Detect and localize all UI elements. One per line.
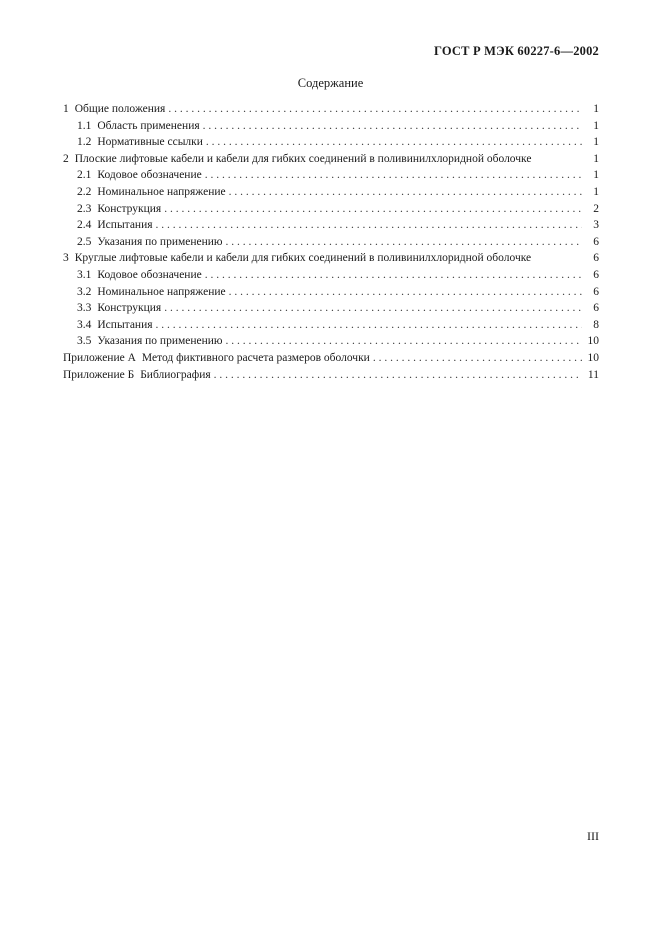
toc-entry-number: Приложение Б	[63, 368, 135, 381]
toc-dot-leader	[164, 201, 582, 218]
toc-entry-page: 6	[593, 235, 599, 248]
toc-dot-leader	[206, 134, 582, 151]
toc-entry-page: 3	[593, 219, 599, 232]
toc-entry-label: Круглые лифтовые кабели и кабели для гибких соединений в поливинилхлоридной оболочке	[74, 252, 532, 265]
toc-entry-label: Плоские лифтовые кабели и кабели для гибких соединений в поливинилхлоридной оболочке	[74, 152, 532, 165]
toc-entry-number: 2	[63, 152, 69, 165]
toc-dot-leader	[205, 267, 582, 284]
toc-entry[interactable]	[63, 184, 599, 201]
toc-entry-label: Указания по применению	[97, 335, 223, 348]
toc-entry[interactable]	[63, 250, 599, 267]
toc-entry[interactable]	[63, 350, 599, 367]
toc-entry[interactable]	[63, 333, 599, 350]
toc-entry[interactable]	[63, 201, 599, 218]
toc-entry-number: 3.5	[77, 335, 92, 348]
document-id-header: ГОСТ Р МЭК 60227-6—2002	[434, 44, 599, 58]
toc-entry-label: Конструкция	[97, 202, 162, 215]
page-number: III	[587, 829, 599, 843]
toc-entry-page: 10	[587, 351, 599, 364]
toc-entry[interactable]	[63, 234, 599, 251]
toc-entry[interactable]	[63, 317, 599, 334]
toc-entry[interactable]	[63, 167, 599, 184]
toc-entry-number: 2.4	[77, 219, 92, 232]
toc-entry-number: 1.2	[77, 136, 92, 149]
toc-entry-page: 6	[593, 252, 599, 265]
toc-entry-page: 6	[593, 268, 599, 281]
toc-entry[interactable]	[63, 267, 599, 284]
toc-entry-label: Номинальное напряжение	[97, 285, 226, 298]
toc-entry[interactable]	[63, 134, 599, 151]
toc-dot-leader	[164, 300, 582, 317]
toc-entry-number: 3.3	[77, 302, 92, 315]
toc-entry-page: 1	[593, 169, 599, 182]
toc-entry-page: 1	[593, 152, 599, 165]
toc-entry-label: Нормативные ссылки	[97, 136, 203, 149]
toc-dot-leader	[203, 118, 582, 135]
toc-entry-label: Номинальное напряжение	[97, 185, 226, 198]
toc-entry-page: 1	[593, 185, 599, 198]
toc-dot-leader	[373, 350, 582, 367]
toc-entry[interactable]	[63, 367, 599, 384]
toc-dot-leader	[226, 333, 582, 350]
toc-entry[interactable]	[63, 101, 599, 118]
toc-entry-number: 1	[63, 103, 69, 115]
toc-entry-label: Конструкция	[97, 302, 162, 315]
toc-entry-number: 1.1	[77, 119, 92, 132]
toc-entry-label: Кодовое обозначение	[97, 268, 202, 281]
toc-entry-number: 3.2	[77, 285, 92, 298]
toc-entry-page: 8	[593, 318, 599, 331]
toc-dot-leader	[156, 317, 582, 334]
toc-entry-number: 3	[63, 252, 69, 265]
toc-entry-number: 2.5	[77, 235, 92, 248]
toc-entry-page: 6	[593, 285, 599, 298]
toc-dot-leader	[229, 184, 582, 201]
toc-entry-page: 11	[587, 368, 599, 381]
toc-entry-page: 2	[593, 202, 599, 215]
toc-entry-page: 1	[593, 119, 599, 132]
toc-dot-leader	[205, 167, 582, 184]
toc-dot-leader	[226, 234, 582, 251]
toc-entry-number: 3.4	[77, 318, 92, 331]
toc-entry-label: Библиография	[140, 368, 211, 381]
toc-entry-number: 2.3	[77, 202, 92, 215]
toc-entry-label: Испытания	[97, 318, 153, 331]
toc-entry-label: Область применения	[97, 119, 200, 132]
toc-entry-label: Общие положения	[74, 103, 166, 115]
toc-entry-label: Метод фиктивного расчета размеров оболочки	[141, 351, 370, 364]
toc-entry[interactable]	[63, 217, 599, 234]
toc-dot-leader	[214, 367, 582, 384]
toc-dot-leader	[156, 217, 582, 234]
toc-entry[interactable]	[63, 118, 599, 135]
toc-entry-label: Кодовое обозначение	[97, 169, 202, 182]
toc-entry[interactable]	[63, 284, 599, 301]
toc-entry[interactable]	[63, 300, 599, 317]
toc-title: Содержание	[297, 76, 364, 90]
table-of-contents	[63, 101, 599, 383]
toc-entry[interactable]	[63, 151, 599, 168]
toc-entry-number: 2.1	[77, 169, 92, 182]
toc-entry-number: 3.1	[77, 268, 92, 281]
toc-entry-page: 1	[593, 103, 599, 115]
toc-entry-page: 1	[593, 136, 599, 149]
toc-entry-label: Указания по применению	[97, 235, 223, 248]
toc-entry-page: 10	[587, 335, 599, 348]
toc-dot-leader	[168, 101, 582, 118]
toc-entry-number: 2.2	[77, 185, 92, 198]
toc-entry-number: Приложение А	[63, 351, 136, 364]
toc-dot-leader	[229, 284, 582, 301]
toc-entry-page: 6	[593, 302, 599, 315]
toc-entry-label: Испытания	[97, 219, 153, 232]
